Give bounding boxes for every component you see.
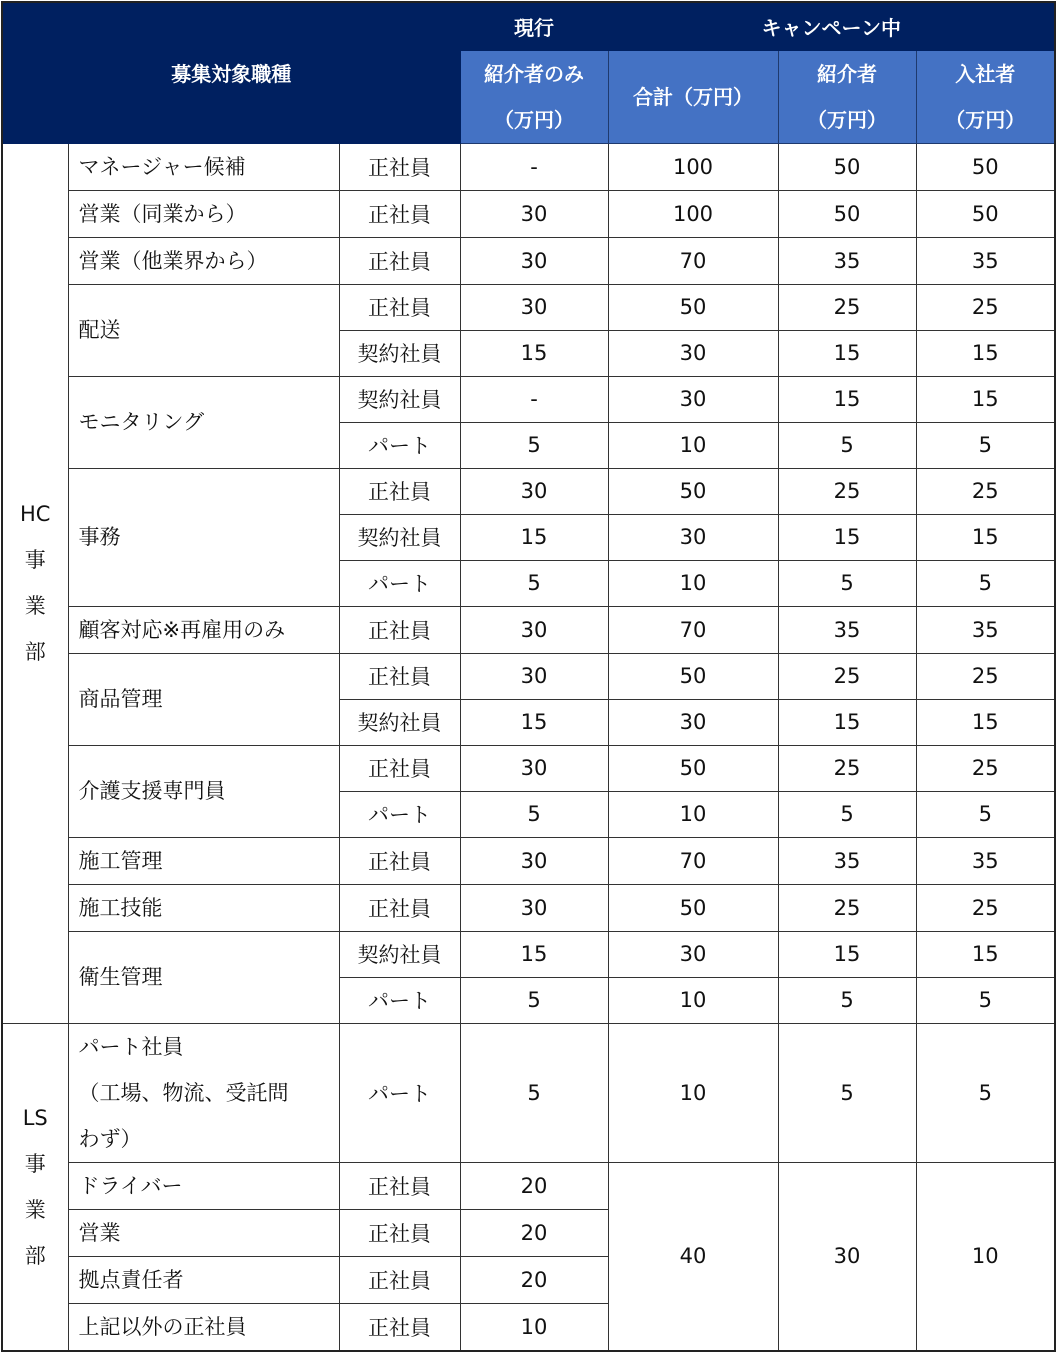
- table-row: [2, 1023, 1055, 1162]
- job-name: マネージャー候補: [68, 143, 339, 190]
- campaign-referrer: 5: [778, 1023, 916, 1162]
- header-line: 入社者: [955, 61, 1016, 86]
- campaign-total: 50: [608, 653, 778, 699]
- job-name: 介護支援専門員: [68, 745, 339, 837]
- header-current: 現行: [460, 2, 608, 50]
- campaign-referrer: 15: [778, 931, 916, 977]
- header-hire: [916, 50, 1055, 143]
- current-referrer-only: 20: [460, 1162, 608, 1209]
- table-row: [2, 376, 1055, 422]
- campaign-referrer: 25: [778, 284, 916, 330]
- job-name: 施工管理: [68, 837, 339, 884]
- header-line: 紹介者: [817, 61, 877, 86]
- campaign-referrer: 5: [778, 422, 916, 468]
- campaign-total: 70: [608, 837, 778, 884]
- group-label-line: 部: [24, 1243, 46, 1268]
- campaign-total: 50: [608, 884, 778, 931]
- current-referrer-only: 30: [460, 190, 608, 237]
- job-name: [68, 1023, 339, 1162]
- employment-type: パート: [339, 1023, 460, 1162]
- current-referrer-only: 30: [460, 884, 608, 931]
- group-label-line: LS: [22, 1105, 48, 1130]
- current-referrer-only: 15: [460, 699, 608, 745]
- campaign-total: 10: [608, 791, 778, 837]
- table-row: [2, 1162, 1055, 1209]
- current-referrer-only: 15: [460, 514, 608, 560]
- employment-type: 契約社員: [339, 931, 460, 977]
- current-referrer-only: 30: [460, 653, 608, 699]
- campaign-hire: 25: [916, 745, 1055, 791]
- campaign-hire: 50: [916, 143, 1055, 190]
- campaign-hire: 5: [916, 560, 1055, 606]
- campaign-referrer: 15: [778, 330, 916, 376]
- group-label-line: 部: [24, 640, 46, 664]
- job-name: 拠点責任者: [68, 1256, 339, 1303]
- campaign-total: 100: [608, 190, 778, 237]
- campaign-total: 70: [608, 237, 778, 284]
- header-total: 合計（万円）: [608, 50, 778, 143]
- campaign-total: 30: [608, 514, 778, 560]
- campaign-hire: 15: [916, 699, 1055, 745]
- current-referrer-only: 15: [460, 931, 608, 977]
- campaign-referrer: 50: [778, 190, 916, 237]
- campaign-referrer: 25: [778, 653, 916, 699]
- header-referrer: [778, 50, 916, 143]
- group-label-line: 事: [24, 548, 46, 572]
- table-row: [2, 237, 1055, 284]
- campaign-hire: 15: [916, 514, 1055, 560]
- job-name: 上記以外の正社員: [68, 1303, 339, 1351]
- employment-type: 正社員: [339, 284, 460, 330]
- campaign-total: 10: [608, 1023, 778, 1162]
- employment-type: 正社員: [339, 468, 460, 514]
- employment-type: 正社員: [339, 745, 460, 791]
- campaign-hire: 10: [916, 1162, 1055, 1351]
- campaign-total: 10: [608, 977, 778, 1023]
- current-referrer-only: 30: [460, 837, 608, 884]
- header-category: 募集対象職種: [2, 2, 460, 143]
- employment-type: パート: [339, 422, 460, 468]
- table-row: [2, 143, 1055, 190]
- employment-type: 正社員: [339, 606, 460, 653]
- campaign-hire: 5: [916, 791, 1055, 837]
- group-label-line: 業: [24, 1197, 46, 1222]
- employment-type: 正社員: [339, 1162, 460, 1209]
- table-row: [2, 745, 1055, 791]
- table-row: [2, 284, 1055, 330]
- campaign-referrer: 35: [778, 606, 916, 653]
- current-referrer-only: 5: [460, 1023, 608, 1162]
- table-row: [2, 653, 1055, 699]
- campaign-referrer: 5: [778, 791, 916, 837]
- referral-bonus-table: [1, 1, 1056, 1352]
- employment-type: パート: [339, 977, 460, 1023]
- table-row: [2, 884, 1055, 931]
- job-name: 顧客対応※再雇用のみ: [68, 606, 339, 653]
- group-label-line: HC: [20, 502, 51, 526]
- campaign-hire: 25: [916, 653, 1055, 699]
- table-row: [2, 190, 1055, 237]
- current-referrer-only: 30: [460, 284, 608, 330]
- campaign-total: 50: [608, 745, 778, 791]
- table-row: [2, 468, 1055, 514]
- campaign-referrer: 35: [778, 237, 916, 284]
- campaign-hire: 25: [916, 884, 1055, 931]
- current-referrer-only: 30: [460, 745, 608, 791]
- current-referrer-only: 5: [460, 791, 608, 837]
- job-name-line: わず）: [78, 1126, 142, 1151]
- campaign-hire: 50: [916, 190, 1055, 237]
- current-referrer-only: -: [460, 143, 608, 190]
- campaign-hire: 25: [916, 468, 1055, 514]
- campaign-hire: 15: [916, 376, 1055, 422]
- group-label: [2, 1023, 68, 1351]
- campaign-total: 50: [608, 284, 778, 330]
- header-line: （万円）: [945, 107, 1026, 132]
- current-referrer-only: 30: [460, 606, 608, 653]
- employment-type: 正社員: [339, 143, 460, 190]
- current-referrer-only: -: [460, 376, 608, 422]
- campaign-referrer: 15: [778, 699, 916, 745]
- employment-type: 契約社員: [339, 330, 460, 376]
- employment-type: パート: [339, 560, 460, 606]
- header-campaign: キャンペーン中: [608, 2, 1055, 50]
- campaign-total: 10: [608, 560, 778, 606]
- job-name: 営業（他業界から）: [68, 237, 339, 284]
- job-name: 配送: [68, 284, 339, 376]
- employment-type: 契約社員: [339, 514, 460, 560]
- campaign-hire: 5: [916, 977, 1055, 1023]
- current-referrer-only: 5: [460, 560, 608, 606]
- campaign-hire: 15: [916, 931, 1055, 977]
- employment-type: 正社員: [339, 1256, 460, 1303]
- group-label: [2, 143, 68, 1023]
- campaign-referrer: 15: [778, 376, 916, 422]
- current-referrer-only: 30: [460, 468, 608, 514]
- campaign-hire: 5: [916, 422, 1055, 468]
- employment-type: 正社員: [339, 190, 460, 237]
- campaign-total: 100: [608, 143, 778, 190]
- table-row: [2, 606, 1055, 653]
- campaign-total: 30: [608, 699, 778, 745]
- campaign-referrer: 5: [778, 977, 916, 1023]
- campaign-hire: 5: [916, 1023, 1055, 1162]
- group-label-line: 事: [24, 1151, 46, 1176]
- job-name: 衛生管理: [68, 931, 339, 1023]
- employment-type: 正社員: [339, 237, 460, 284]
- campaign-referrer: 15: [778, 514, 916, 560]
- campaign-total: 40: [608, 1162, 778, 1351]
- campaign-hire: 35: [916, 606, 1055, 653]
- campaign-total: 30: [608, 931, 778, 977]
- table-row: [2, 837, 1055, 884]
- campaign-hire: 35: [916, 837, 1055, 884]
- campaign-referrer: 25: [778, 884, 916, 931]
- job-name: 営業: [68, 1209, 339, 1256]
- current-referrer-only: 15: [460, 330, 608, 376]
- header-referrer-only: [460, 50, 608, 143]
- campaign-referrer: 35: [778, 837, 916, 884]
- campaign-referrer: 50: [778, 143, 916, 190]
- employment-type: 正社員: [339, 1303, 460, 1351]
- employment-type: 正社員: [339, 1209, 460, 1256]
- job-name: 商品管理: [68, 653, 339, 745]
- campaign-total: 70: [608, 606, 778, 653]
- header-line: （万円）: [494, 107, 574, 132]
- employment-type: 正社員: [339, 653, 460, 699]
- employment-type: 契約社員: [339, 376, 460, 422]
- campaign-referrer: 25: [778, 745, 916, 791]
- employment-type: 契約社員: [339, 699, 460, 745]
- campaign-referrer: 5: [778, 560, 916, 606]
- current-referrer-only: 5: [460, 977, 608, 1023]
- current-referrer-only: 5: [460, 422, 608, 468]
- table-row: [2, 931, 1055, 977]
- campaign-total: 30: [608, 376, 778, 422]
- current-referrer-only: 20: [460, 1256, 608, 1303]
- job-name-line: パート社員: [78, 1034, 184, 1059]
- job-name: モニタリング: [68, 376, 339, 468]
- campaign-hire: 25: [916, 284, 1055, 330]
- header-line: （万円）: [807, 107, 887, 132]
- job-name-line: （工場、物流、受託問: [78, 1080, 289, 1105]
- job-name: 営業（同業から）: [68, 190, 339, 237]
- employment-type: パート: [339, 791, 460, 837]
- campaign-referrer: 30: [778, 1162, 916, 1351]
- campaign-hire: 35: [916, 237, 1055, 284]
- job-name: 施工技能: [68, 884, 339, 931]
- job-name: ドライバー: [68, 1162, 339, 1209]
- group-label-line: 業: [24, 594, 46, 618]
- campaign-total: 10: [608, 422, 778, 468]
- current-referrer-only: 20: [460, 1209, 608, 1256]
- campaign-total: 30: [608, 330, 778, 376]
- header-line: 紹介者のみ: [484, 61, 584, 86]
- current-referrer-only: 30: [460, 237, 608, 284]
- current-referrer-only: 10: [460, 1303, 608, 1351]
- employment-type: 正社員: [339, 837, 460, 884]
- campaign-hire: 15: [916, 330, 1055, 376]
- job-name: 事務: [68, 468, 339, 606]
- campaign-total: 50: [608, 468, 778, 514]
- campaign-referrer: 25: [778, 468, 916, 514]
- employment-type: 正社員: [339, 884, 460, 931]
